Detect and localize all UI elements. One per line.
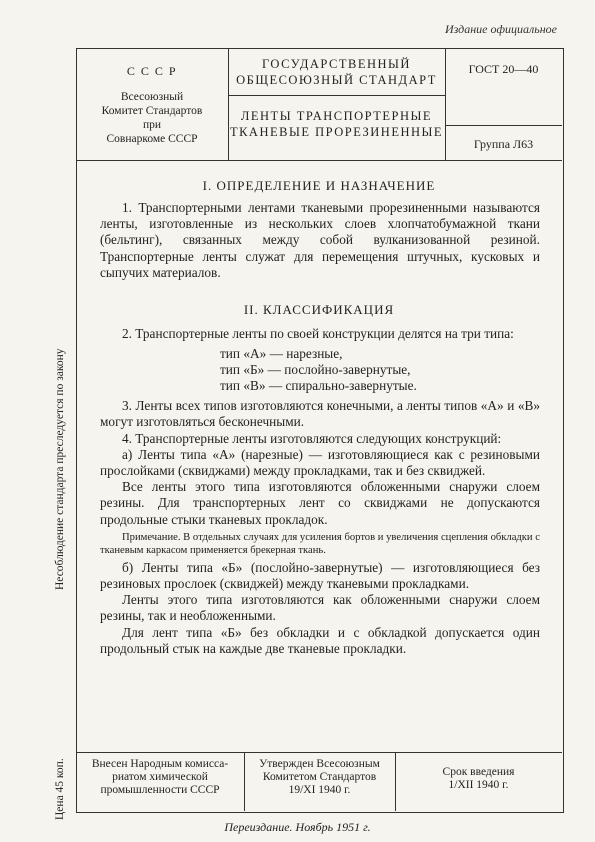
paragraph-4b-2: Ленты этого типа изготовляются как обложенными снаружи слоем резины, так и необложенными. xyxy=(100,592,540,624)
section-1-title: I. ОПРЕДЕЛЕНИЕ И НАЗНАЧЕНИЕ xyxy=(202,178,436,193)
approved-by: Утвержден Всесоюзным Комитетом Стандартов 19/XI 1940 г. xyxy=(259,758,380,796)
introduced-by: Внесен Народным комисса- риатом химической промышленности СССР xyxy=(91,758,229,796)
legal-side-note: Несоблюдение стандарта преследуется по закону xyxy=(54,348,66,590)
header-right-divider xyxy=(445,125,562,126)
header-divider xyxy=(76,160,562,161)
paragraph-4: 4. Транспортерные ленты изготовляются следующих конструкций: xyxy=(122,430,502,446)
gost-number: ГОСТ 20—40 xyxy=(468,62,539,76)
paragraph-4b-3: Для лент типа «Б» без обкладки и с обкладкой допускается один продольный стык на каждые две тканевые прокладки. xyxy=(100,624,540,656)
standard-type: ГОСУДАРСТВЕННЫЙ ОБЩЕСОЮЗНЫЙ СТАНДАРТ xyxy=(236,57,437,87)
paragraph-1: 1. Транспортерными лентами тканевыми прорезиненными называются ленты, изготовленные из нескольких слоев хлопчатобумажной ткани (бельтинг), связанных между собой вулканизованной резиной. Транспортерные ленты служат для перемещения штучных, кусковых и сыпучих материалов. xyxy=(100,200,540,280)
paragraph-3: 3. Ленты всех типов изготовляются конечными, а ленты типов «А» и «В» могут изготовляться бесконечными. xyxy=(100,398,540,430)
paragraph-4a: а) Ленты типа «А» (нарезные) — изготовляющиеся как с резиновыми прослойками (сквиджами) между прокладками, так и без сквиджей. xyxy=(100,446,540,479)
paragraph-4a-2: Все ленты этого типа изготовляются обложенными снаружи слоем резины. Для транспортерных лент со сквиджами не допускаются продольные стыки тканевых прокладок. xyxy=(100,479,540,527)
types-list xyxy=(220,346,540,394)
footer-divider xyxy=(76,752,562,753)
note: Примечание. В отдельных случаях для усиления бортов и увеличения сцепления обкладки с тканевым каркасом применяется брекерная ткань. xyxy=(100,531,540,556)
type-v: тип «В» — спирально-завернутые. xyxy=(220,378,417,394)
type-a: тип «А» — нарезные, xyxy=(220,346,343,362)
standard-title: ЛЕНТЫ ТРАНСПОРТЕРНЫЕ ТКАНЕВЫЕ ПРОРЕЗИНЕННЫЕ xyxy=(229,109,444,139)
group-code: Группа Л63 xyxy=(473,137,534,151)
section-2-title: II. КЛАССИФИКАЦИЯ xyxy=(243,302,395,317)
official-edition-label: Издание официальное xyxy=(444,22,557,36)
paragraph-4b: б) Ленты типа «Б» (послойно-завернутые) — изготовляющиеся без резиновых прослоек (сквиджей) между тканевыми прокладками. xyxy=(100,559,540,592)
price-label: Цена 45 коп. xyxy=(54,758,66,820)
paragraph-2: 2. Транспортерные ленты по своей конструкции делятся на три типа: xyxy=(122,326,514,341)
ussr-label: С С С Р xyxy=(126,64,178,78)
classification-body xyxy=(100,326,540,657)
reissue-note: Переиздание. Ноябрь 1951 г. xyxy=(224,820,371,834)
type-b: тип «Б» — послойно-завернутые, xyxy=(220,362,411,378)
committee-block: Всесоюзный Комитет Стандартов при Совнаркоме СССР xyxy=(101,91,203,145)
effective-date: Срок введения 1/XII 1940 г. xyxy=(442,766,515,791)
header-mid-divider xyxy=(228,95,445,96)
